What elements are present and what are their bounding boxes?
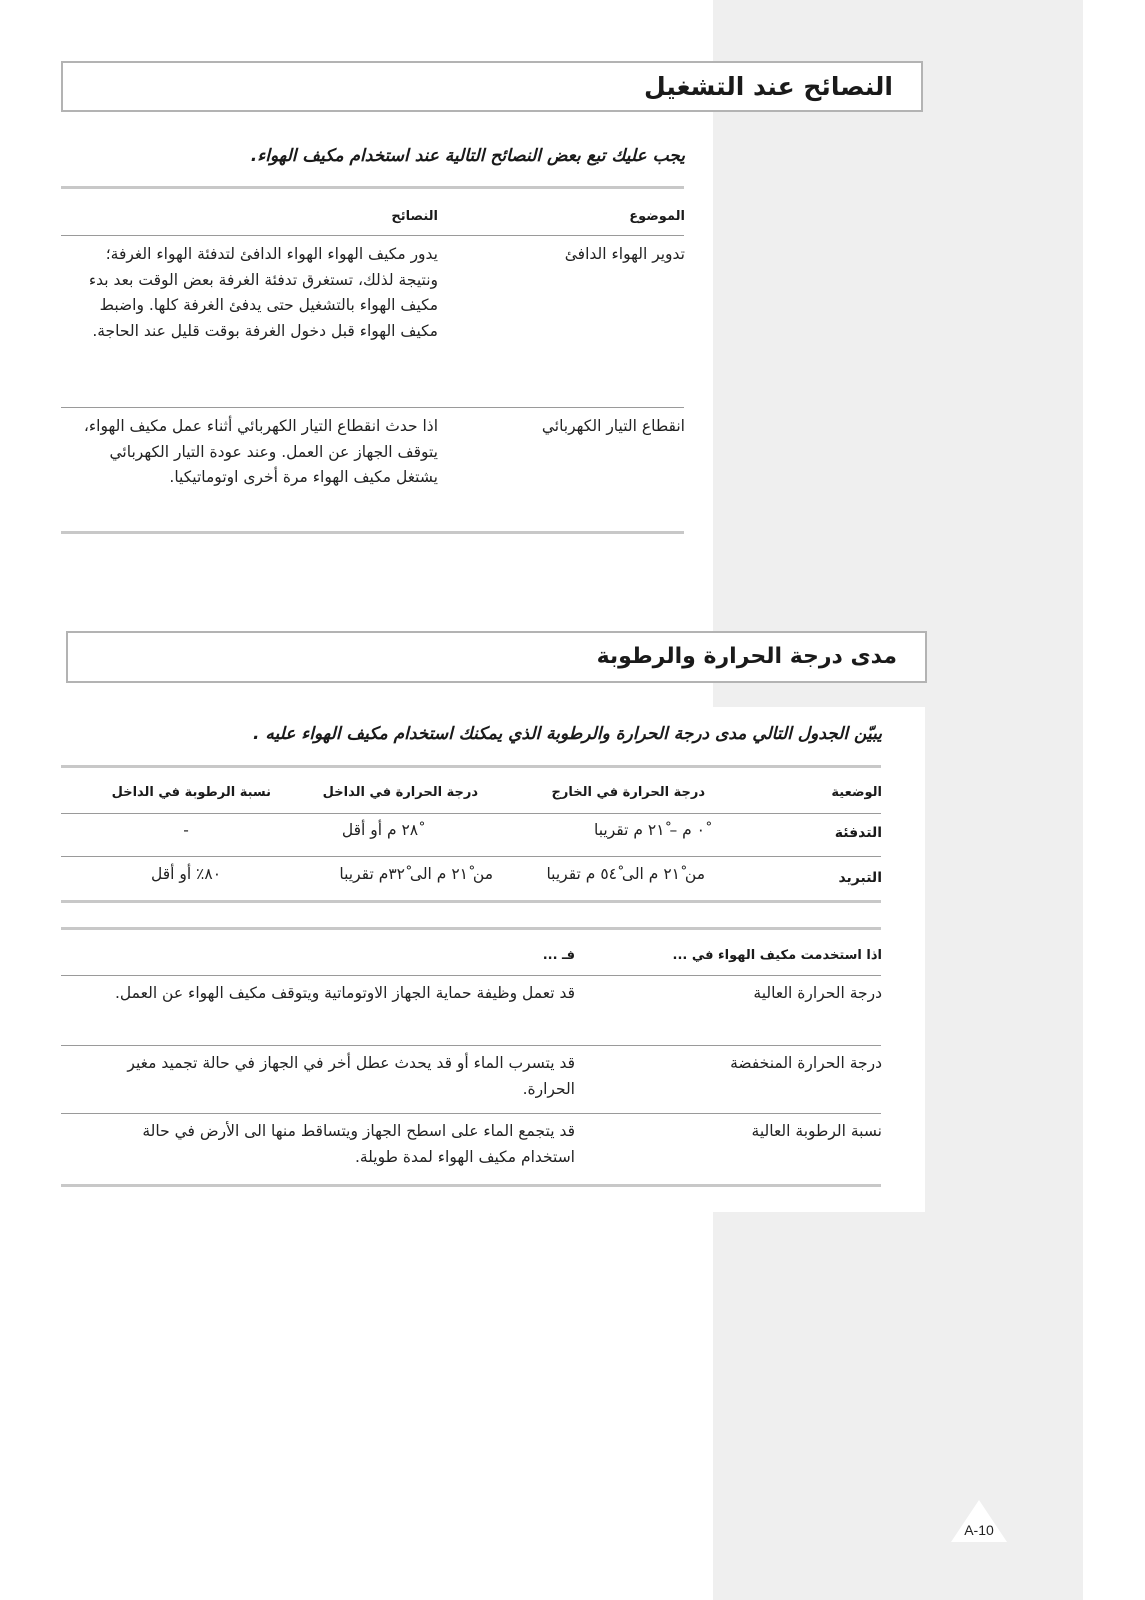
- table-row-indoor-temp: ٢٨ْ م أو أقل: [341, 821, 419, 839]
- table-row-result: قد يتجمع الماء على اسطح الجهاز ويتساقط منها الى الأرض في حالة استخدام مكيف الهواء لمدة طويلة.: [142, 1122, 575, 1166]
- column-header-indoor-humidity: نسبة الرطوبة في الداخل: [111, 785, 271, 800]
- table-row-indoor-humidity: -: [183, 821, 189, 839]
- section-intro-temperature-humidity: يبيّن الجدول التالي مدى درجة الحرارة والرطوبة الذي يمكنك استخدام مكيف الهواء عليه .: [253, 724, 882, 744]
- table-row-outdoor-temp: من ٢١ْ م الى ٥٤ْ م تقريبا: [546, 865, 705, 883]
- page-number-label: A-10: [964, 1522, 994, 1538]
- column-header-subject: الموضوع: [629, 209, 685, 224]
- table-bottom-rule: [61, 1184, 881, 1187]
- table-row-condition: درجة الحرارة العالية: [753, 984, 882, 1002]
- column-header-result: فـ ...: [542, 948, 575, 963]
- row-divider: [61, 1113, 881, 1114]
- table-bottom-rule: [61, 900, 881, 903]
- table-row-result: قد تعمل وظيفة حماية الجهاز الاوتوماتية ويتوقف مكيف الهواء عن العمل.: [115, 984, 575, 1002]
- table-row-subject: انقطاع التيار الكهربائي: [541, 417, 685, 435]
- table-row-condition: نسبة الرطوبة العالية: [751, 1122, 882, 1140]
- table-row-condition: درجة الحرارة المنخفضة: [730, 1054, 882, 1072]
- page-number: [951, 1500, 1007, 1542]
- column-header-mode: الوضعية: [831, 785, 882, 800]
- header-divider: [61, 975, 881, 976]
- column-header-outdoor-temp: درجة الحرارة في الخارج: [551, 785, 705, 800]
- table-row-subject: تدوير الهواء الدافئ: [564, 245, 685, 263]
- column-header-tips: النصائح: [391, 209, 438, 224]
- section-intro-operation-tips: يجب عليك تبع بعض النصائح التالية عند استخدام مكيف الهواء.: [250, 146, 685, 166]
- column-header-indoor-temp: درجة الحرارة في الداخل: [322, 785, 478, 800]
- table-bottom-rule: [61, 531, 684, 534]
- row-divider: [61, 407, 684, 408]
- section-title-temperature-humidity: مدى درجة الحرارة والرطوبة: [66, 631, 927, 683]
- table-row-result: قد يتسرب الماء أو قد يحدث عطل أخر في الجهاز في حالة تجميد مغير الحرارة.: [127, 1054, 575, 1098]
- column-header-condition: اذا استخدمت مكيف الهواء في ...: [672, 948, 882, 963]
- header-divider: [61, 235, 684, 236]
- table-top-rule: [61, 765, 881, 768]
- table-row-indoor-humidity: ٨٠٪ أو أقل: [150, 865, 222, 883]
- table-top-rule: [61, 186, 684, 189]
- table-row-mode: التبريد: [838, 870, 882, 886]
- table-top-rule: [61, 927, 881, 930]
- row-divider: [61, 1045, 881, 1046]
- header-divider: [61, 813, 881, 814]
- section-title-operation-tips: النصائح عند التشغيل: [61, 61, 923, 112]
- table-row-mode: التدفئة: [834, 825, 882, 841]
- table-row-tips: اذا حدث انقطاع التيار الكهربائي أثناء عمل مكيف الهواء، يتوقف الجهاز عن العمل. وعند عودة التيار الكهربائي يشتغل مكيف الهواء مرة أخرى اوتوماتيكيا.: [83, 417, 438, 487]
- table-row-outdoor-temp: ٠ْ م – ٢١ْ م تقريبا: [594, 821, 705, 839]
- table-row-tips: يدور مكيف الهواء الهواء الدافئ لتدفئة الهواء الغرفة؛ ونتيجة لذلك، تستغرق تدفئة الغرفة بعض الوقت بعد بدء مكيف الهواء بالتشغيل حتى يدفئ الغرفة كلها. واضبط مكيف الهواء قبل دخول الغرفة بوقت قليل عند الحاجة.: [88, 245, 438, 341]
- row-divider: [61, 856, 881, 857]
- table-row-indoor-temp: من ٢١ْ م الى ٣٢ْم تقريبا: [339, 865, 493, 883]
